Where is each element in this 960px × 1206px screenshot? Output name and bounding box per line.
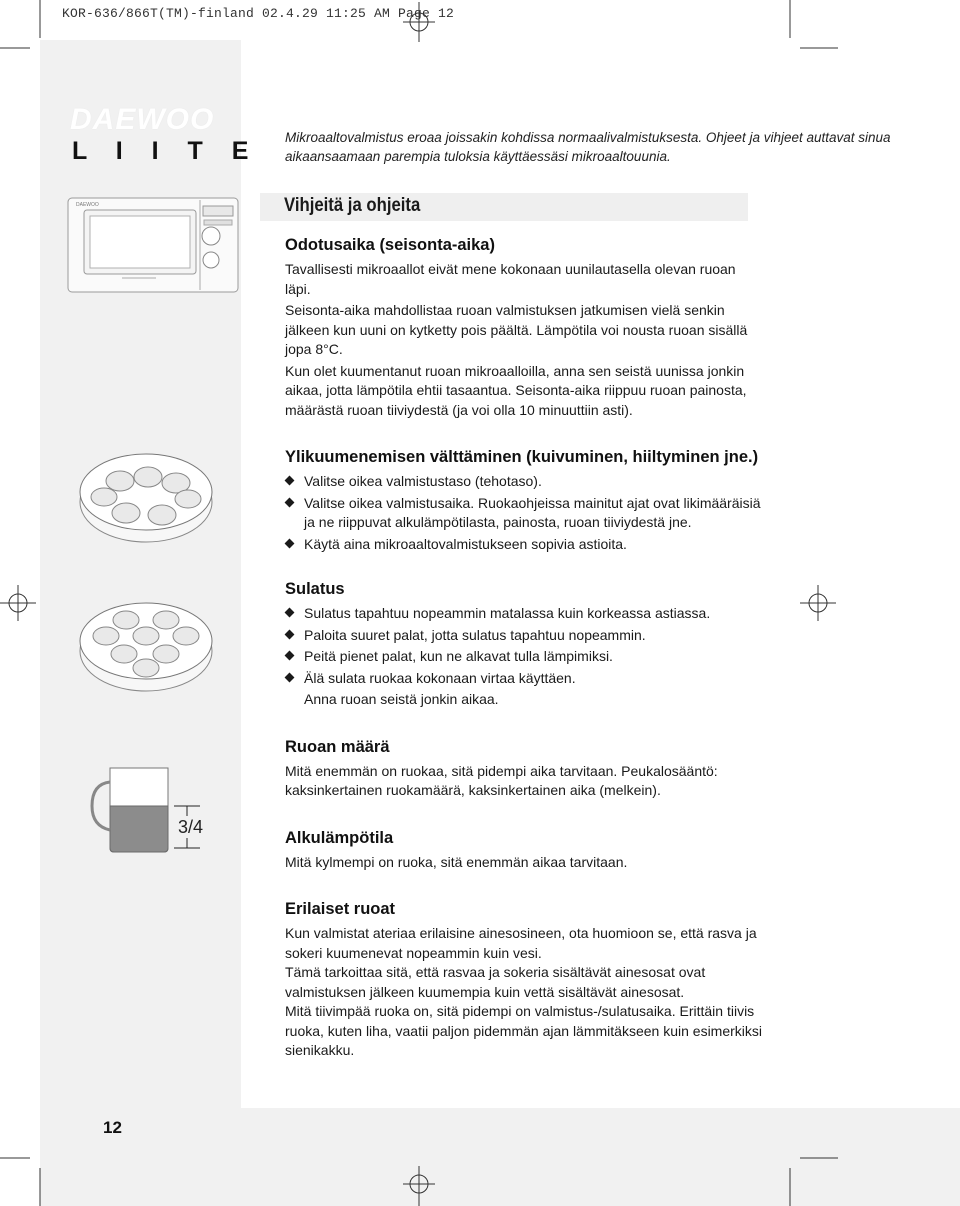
svg-text:DAEWOO: DAEWOO	[76, 202, 99, 208]
diamond-bullet-icon	[285, 672, 295, 682]
list-item: Peitä pienet palat, kun ne alkavat tulla lämpimiksi.	[285, 647, 765, 667]
list-item: Käytä aina mikroaaltovalmistukseen sopivia astioita.	[285, 535, 765, 555]
food-dish-illustration	[76, 447, 216, 547]
bullet-list	[285, 472, 765, 554]
microwave-illustration	[66, 192, 244, 298]
section-odotusaika	[285, 234, 765, 420]
section-alkulampotila	[285, 827, 765, 873]
bullet-list	[285, 604, 765, 688]
fill-level-label: 3/4	[178, 817, 204, 837]
measuring-jug-illustration	[86, 762, 206, 854]
paragraph: Mitä enemmän on ruokaa, sitä pidempi aika tarvitaan. Peukalosääntö: kaksinkertainen ruokamäärä, kaksinkertainen aika (melkein).	[285, 762, 718, 798]
list-item: Valitse oikea valmistustaso (tehotaso).	[285, 472, 765, 492]
section-sulatus	[285, 578, 765, 710]
diamond-bullet-icon	[285, 497, 295, 507]
diamond-bullet-icon	[285, 476, 295, 486]
diamond-bullet-icon	[285, 608, 295, 618]
section-title: Vihjeitä ja ohjeita	[284, 195, 421, 216]
print-slug: KOR-636/866T(TM)-finland 02.4.29 11:25 AM Page 12	[62, 6, 455, 21]
main-content	[285, 234, 765, 1061]
paragraph: Mitä tiivimpää ruoka on, sitä pidempi on valmistus-/sulatusaika. Erittäin tiivis ruoka, kuten liha, vaatii paljon pidemmän ajan lämmitäkseen kuin esimerkiksi sienikakku.	[285, 1003, 763, 1058]
list-note: Anna ruoan seistä jonkin aikaa.	[304, 691, 499, 707]
section-ylikuumeneminen	[285, 446, 765, 554]
paragraph: Mitä kylmempi on ruoka, sitä enemmän aikaa tarvitaan.	[285, 853, 628, 870]
chapter-title: L I I T E	[72, 137, 260, 165]
list-item: Älä sulata ruokaa kokonaan virtaa käyttäen.	[285, 669, 765, 689]
heading-alkulampotila: Alkulämpötila	[285, 828, 394, 847]
heading-ruoan-maara: Ruoan määrä	[285, 737, 390, 756]
paragraph: Kun valmistat ateriaa erilaisine ainesosineen, ota huomioon se, että rasva ja sokeri kuumenevat nopeammin kuin vesi.	[285, 925, 757, 961]
heading-erilaiset-ruoat: Erilaiset ruoat	[285, 900, 396, 918]
brand-watermark: DAEWOO	[70, 103, 215, 136]
food-dish-illustration	[76, 596, 216, 696]
section-erilaiset-ruoat	[285, 898, 765, 1061]
diamond-bullet-icon	[285, 538, 295, 548]
page-number: 12	[103, 1118, 122, 1137]
paragraph: Kun olet kuumentanut ruoan mikroaalloilla, anna sen seistä uunissa jonkin aikaa, jotta lämpötila ehtii tasaantua. Seisonta-aika riippuu ruoan painosta, määrästä ruoan tiiviydestä (ja voi olla 10 minuuttiin asti).	[285, 362, 747, 418]
paragraph: Tämä tarkoittaa sitä, että rasvaa ja sokeria sisältävät ainesosat ovat valmistuksen jälkeen kuumempia kuin vettä sisältävät ainesosat.	[285, 964, 706, 1000]
diamond-bullet-icon	[285, 651, 295, 661]
diamond-bullet-icon	[285, 629, 295, 639]
section-ruoan-maara	[285, 736, 765, 801]
intro-text: Mikroaaltovalmistus eroaa joissakin kohdissa normaalivalmistuksesta. Ohjeet ja vihjeet auttavat sinua aikaansaamaan parempia tuloksia käyttäessäsi mikroaaltouunia.	[285, 130, 891, 164]
list-item: Paloita suuret palat, jotta sulatus tapahtuu nopeammin.	[285, 626, 765, 646]
heading-sulatus: Sulatus	[285, 580, 345, 598]
list-item: Valitse oikea valmistusaika. Ruokaohjeissa mainitut ajat ovat likimääräisiä ja ne riippuvat alkulämpötilasta, painosta, ruoan tiiviydestä jne.	[285, 494, 765, 533]
heading-odotusaika: Odotusaika (seisonta-aika)	[285, 236, 495, 254]
paragraph: Seisonta-aika mahdollistaa ruoan valmistuksen jatkumisen vielä senkin jälkeen kun uuni on kytketty pois päältä. Lämpötila voi nousta ruoan sisällä jopa 8°C.	[285, 302, 748, 357]
list-item: Sulatus tapahtuu nopeammin matalassa kuin korkeassa astiassa.	[285, 604, 765, 624]
heading-ylikuumeneminen: Ylikuumenemisen välttäminen (kuivuminen, hiiltyminen jne.)	[285, 448, 759, 466]
paragraph: Tavallisesti mikroaallot eivät mene kokonaan uunilautasella olevan ruoan läpi.	[285, 261, 736, 297]
